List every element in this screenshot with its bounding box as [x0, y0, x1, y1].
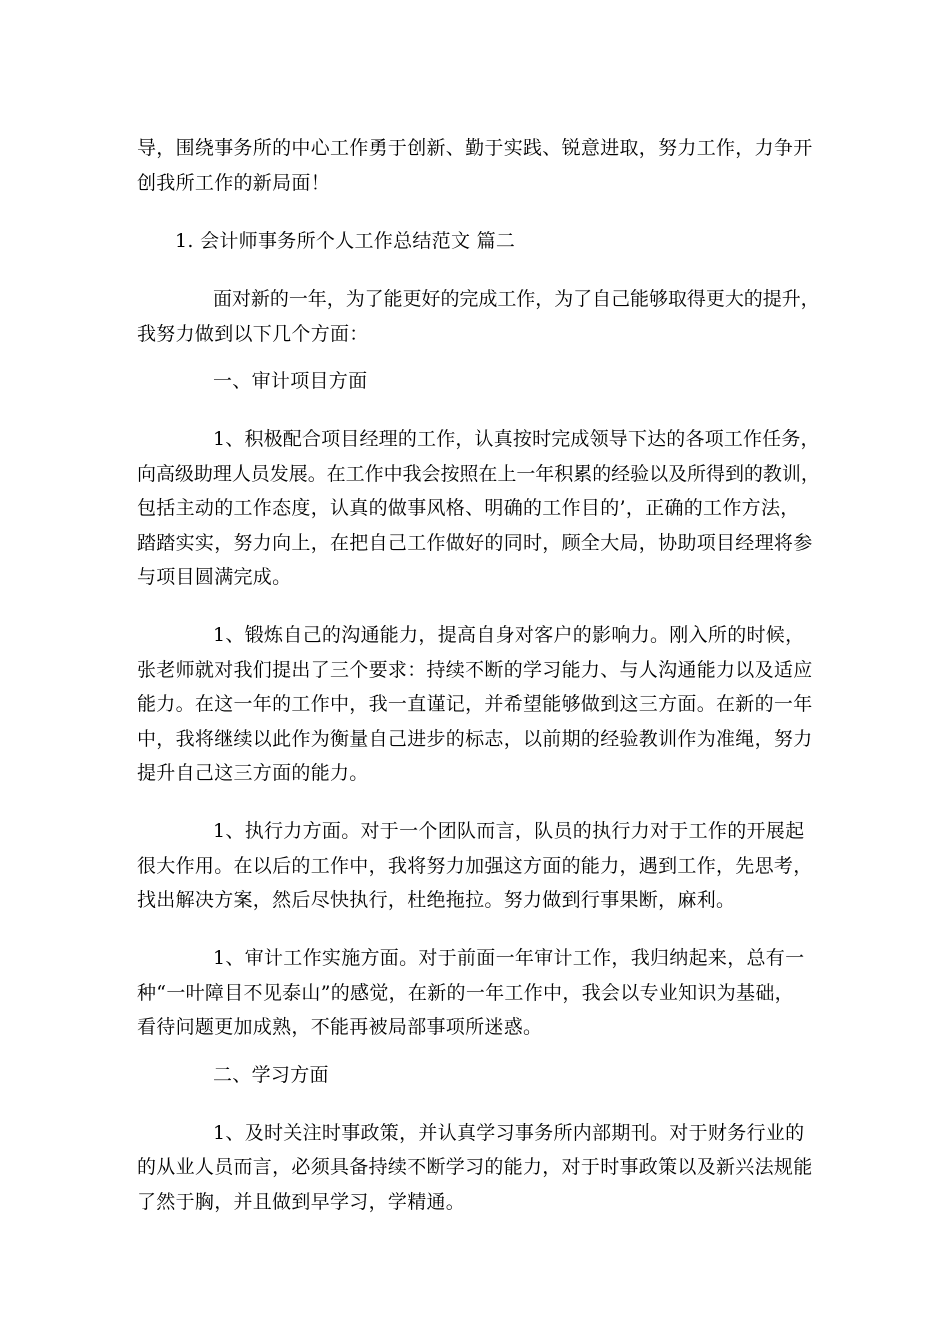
text-line: 1、审计工作实施方面。对于前面一年审计工作，我归纳起来，总有一 [213, 947, 805, 969]
text-line: 中，我将继续以此作为衡量自己进步的标志，以前期的经验教训作为准绳，努力 [137, 728, 813, 750]
text-line: 1、及时关注时事政策，并认真学习事务所内部期刊。对于财务行业的 [213, 1122, 805, 1144]
text-line: 创我所工作的新局面！ [137, 172, 331, 194]
text-line: 面对新的一年，为了能更好的完成工作，为了自己能够取得更大的提升， [213, 288, 820, 310]
section-heading: 1. 会计师事务所个人工作总结范文 篇二 [175, 230, 516, 252]
text-line: 踏踏实实，努力向上，在把自己工作做好的同时，顾全大局，协助项目经理将参 [137, 532, 813, 554]
text-line: 1、积极配合项目经理的工作，认真按时完成领导下达的各项工作任务， [213, 428, 820, 450]
text-line: 包括主动的工作态度，认真的做事风格、明确的工作目的’，正确的工作方法， [137, 497, 800, 519]
text-line: 导，围绕事务所的中心工作勇于创新、勤于实践、锐意进取，努力工作，力争开 [137, 137, 813, 159]
text-line: 找出解决方案，然后尽快执行，杜绝拖拉。努力做到行事果断，麻利。 [137, 889, 736, 911]
text-line: 与项目圆满完成。 [137, 566, 292, 588]
text-line: 向高级助理人员发展。在工作中我会按照在上一年积累的经验以及所得到的教训， [137, 463, 820, 485]
text-line: 看待问题更加成熟，不能再被局部事项所迷惑。 [137, 1016, 543, 1038]
text-line: 我努力做到以下几个方面： [137, 323, 369, 345]
text-line: 张老师就对我们提出了三个要求：持续不断的学习能力、与人沟通能力以及适应 [137, 659, 813, 681]
text-line: 1、锻炼自己的沟通能力，提高自身对客户的影响力。刚入所的时候， [213, 624, 805, 646]
subsection-heading: 二、学习方面 [213, 1064, 329, 1086]
text-line: 了然于胸，并且做到早学习，学精通。 [137, 1191, 466, 1213]
text-line: 提升自己这三方面的能力。 [137, 762, 369, 784]
subsection-heading: 一、审计项目方面 [213, 370, 368, 392]
text-line: 能力。在这一年的工作中，我一直谨记，并希望能够做到这三方面。在新的一年 [137, 693, 813, 715]
text-line: 很大作用。在以后的工作中，我将努力加强这方面的能力，遇到工作，先思考， [137, 855, 813, 877]
text-line: 的从业人员而言，必须具备持续不断学习的能力，对于时事政策以及新兴法规能 [137, 1156, 813, 1178]
text-line: 1、执行力方面。对于一个团队而言，队员的执行力对于工作的开展起 [213, 820, 805, 842]
text-line: 种“一叶障目不见泰山”的感觉，在新的一年工作中，我会以专业知识为基础， [137, 982, 794, 1004]
